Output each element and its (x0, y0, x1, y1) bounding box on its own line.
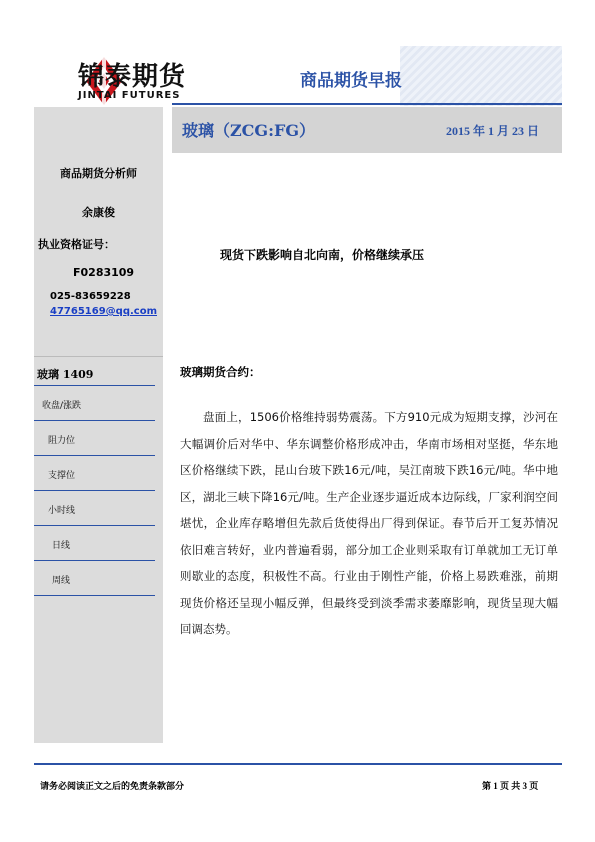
analyst-phone: 025-83659228 (50, 291, 131, 302)
metric-label: 小时线 (48, 506, 76, 516)
metric-row-close-change (34, 386, 155, 421)
report-date: 2015 年 1 月 23 日 (446, 124, 540, 138)
analyst-title: 商品期货分析师 (60, 167, 137, 180)
section-heading: 玻璃期货合约： (180, 365, 261, 379)
product-title: 玻璃（ZCG:FG） (182, 121, 316, 140)
disclaimer: 请务必阅读正文之后的免责条款部分 (40, 782, 185, 792)
body-paragraph: 盘面上，1506价格维持弱势震荡。下方910元成为短期支撑，沙河在大幅调价后对华中、华东调整价格形成冲击，华南市场相对坚挺，华东地区价格继续下跌，昆山台玻下跌16元/吨，吴江南玻下跌16元/吨。华中地区，湖北三峡下降16元/吨。生产企业逐步逼近成本边际线，厂家利润空间堪忧，企业库存略增但先款后货使得出厂得到保证。春节后开工复苏情况依旧难言转好，业内普遍看弱，部分加工企业则采取有订单就加工无订单则歇业的态度，积极性不高。行业由于刚性产能，价格上易跌难涨，前期现货价格还呈现小幅反弹，但最终受到淡季需求萎靡影响，现货呈现大幅回调态势。 (180, 410, 558, 636)
metric-row-hourly (34, 491, 155, 526)
analyst-email-link[interactable]: 47765169@qq.com (50, 306, 157, 317)
cert-label: 执业资格证号： (38, 238, 115, 251)
brand-name-cn: 锦泰期货 (78, 62, 187, 92)
metric-label: 支撑位 (48, 471, 76, 481)
contract-label: 玻璃 1409 (37, 368, 94, 381)
headline: 现货下跌影响自北向南，价格继续承压 (220, 248, 425, 262)
metric-label: 阻力位 (48, 436, 76, 446)
metric-row-support (34, 456, 155, 491)
metric-row-weekly (34, 561, 155, 596)
metric-row-daily (34, 526, 155, 561)
report-title: 商品期货早报 (300, 71, 402, 91)
footer-divider (34, 763, 562, 765)
sidebar-divider (34, 356, 163, 357)
cert-number: F0283109 (73, 266, 135, 279)
header-divider (172, 103, 562, 105)
analyst-name: 余康俊 (82, 206, 115, 219)
page-indicator: 第 1 页 共 3 页 (482, 781, 539, 791)
metric-row-resistance (34, 421, 155, 456)
metric-label: 日线 (52, 541, 71, 551)
metric-label: 周线 (52, 576, 71, 586)
metric-label: 收盘/涨跌 (42, 401, 82, 411)
brand-name-en: JINTAI FUTURES (78, 90, 181, 101)
